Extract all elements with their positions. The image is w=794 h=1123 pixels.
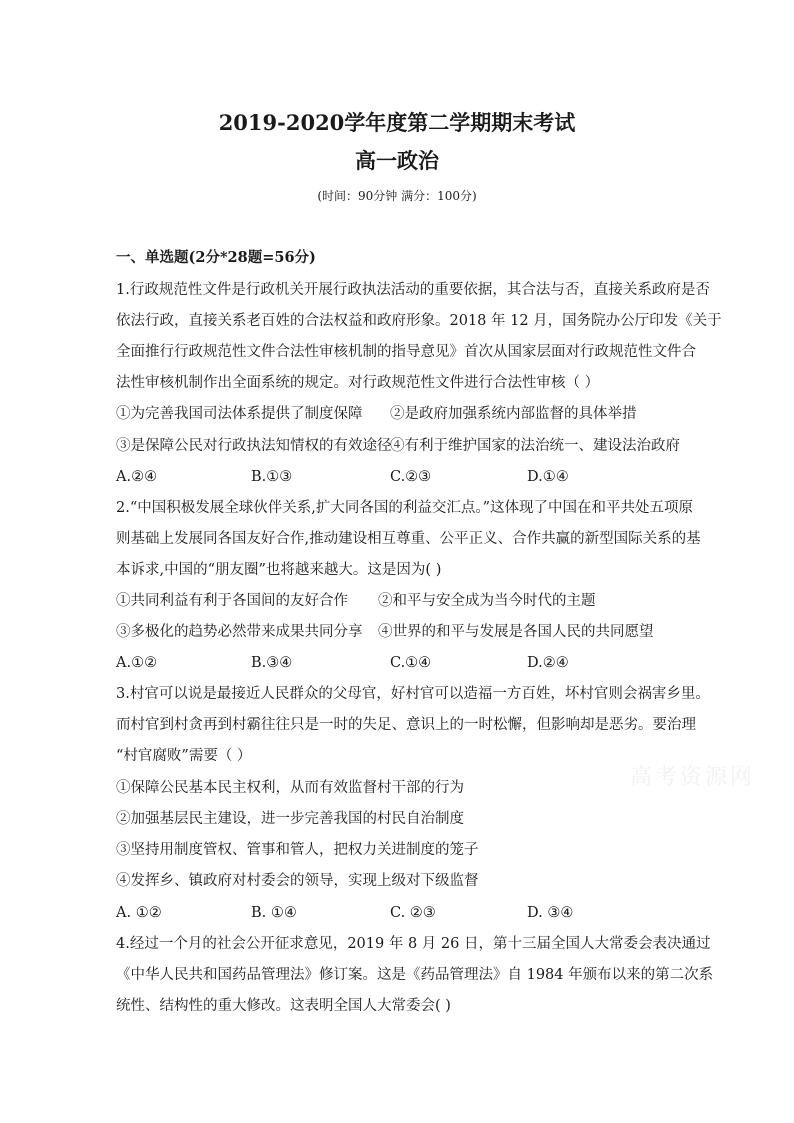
watermark: 高考资源网 bbox=[630, 765, 756, 790]
q1-stem-line: 1.行政规范性文件是行政机关开展行政执法活动的重要依据，其合法与否，直接关系政府是否 bbox=[116, 282, 710, 298]
exam-subject: 高一政治 bbox=[355, 148, 439, 173]
q2-statement-3: ③多极化的趋势必然带来成果共同分享 bbox=[116, 624, 363, 640]
q3-statement-3: ③坚持用制度管权、管事和管人，把权力关进制度的笼子 bbox=[116, 842, 479, 858]
q2-statement-1: ①共同利益有利于各国间的友好合作 bbox=[116, 593, 348, 609]
q3-choice-d: D. ③④ bbox=[527, 905, 574, 921]
q3-choice-b: B. ①④ bbox=[251, 905, 297, 921]
q3-stem-line: “村官腐败”需要（ ） bbox=[116, 748, 252, 764]
exam-title: 2019-2020学年度第二学期期末考试 bbox=[218, 110, 576, 135]
q1-stem-line: 法性审核机制作出全面系统的规定。对行政规范性文件进行合法性审核（ ） bbox=[116, 375, 600, 391]
q2-choice-a: A.①② bbox=[116, 655, 158, 671]
q1-choice-d: D.①④ bbox=[527, 469, 569, 485]
q1-choice-a: A.②④ bbox=[116, 469, 158, 485]
q2-stem-line: 2.“中国积极发展全球伙伴关系,扩大同各国的利益交汇点。”这体现了中国在和平共处五项原 bbox=[116, 500, 694, 516]
q3-stem-line: 3.村官可以说是最接近人民群众的父母官，好村官可以造福一方百姓，坏村官则会祸害乡里。 bbox=[116, 686, 710, 702]
q3-statement-1: ①保障公民基本民主权利，从而有效监督村干部的行为 bbox=[116, 780, 464, 796]
q3-choice-a: A. ①② bbox=[116, 905, 162, 921]
q2-stem-line: 则基础上发展同各国友好合作,推动建设相互尊重、公平正义、合作共赢的新型国际关系的基 bbox=[116, 531, 701, 547]
q3-statement-4: ④发挥乡、镇政府对村委会的领导，实现上级对下级监督 bbox=[116, 873, 479, 889]
q4-stem-line: 4.经过一个月的社会公开征求意见，2019 年 8 月 26 日，第十三届全国人大常委会表决通过 bbox=[116, 936, 711, 952]
exam-time-score: (时间：90分钟 满分：100分) bbox=[317, 189, 477, 203]
q1-statement-4: ④有利于维护国家的法治统一、建设法治政府 bbox=[390, 438, 680, 454]
q4-stem-line: 统性、结构性的重大修改。这表明全国人大常委会( ) bbox=[116, 998, 451, 1014]
q2-stem-line: 本诉求,中国的“朋友圈”也将越来越大。这是因为( ) bbox=[116, 562, 442, 578]
q1-choice-c: C.②③ bbox=[390, 469, 432, 485]
q3-stem-line: 而村官到村贪再到村霸往往只是一时的失足、意识上的一时松懈，但影响却是恶劣。要治理 bbox=[116, 717, 696, 733]
q1-stem-line: 依法行政，直接关系老百姓的合法权益和政府形象。2018 年 12 月，国务院办公厅印发《关于 bbox=[116, 313, 722, 329]
q2-statement-2: ②和平与安全成为当今时代的主题 bbox=[378, 593, 596, 609]
q1-statement-2: ②是政府加强系统内部监督的具体举措 bbox=[390, 406, 637, 422]
q1-stem-line: 全面推行行政规范性文件合法性审核机制的指导意见》首次从国家层面对行政规范性文件合 bbox=[116, 344, 696, 360]
q2-choice-b: B.③④ bbox=[251, 655, 293, 671]
section-heading: 一、单选题(2分*28题=56分) bbox=[116, 249, 316, 266]
q1-choice-b: B.①③ bbox=[251, 469, 293, 485]
q2-choice-d: D.②④ bbox=[527, 655, 569, 671]
q1-statement-1: ①为完善我国司法体系提供了制度保障 bbox=[116, 406, 363, 422]
q3-choice-c: C. ②③ bbox=[390, 905, 436, 921]
q2-choice-c: C.①④ bbox=[390, 655, 432, 671]
q1-statement-3: ③是保障公民对行政执法知情权的有效途径 bbox=[116, 438, 392, 454]
q2-statement-4: ④世界的和平与发展是各国人民的共同愿望 bbox=[378, 624, 654, 640]
q4-stem-line: 《中华人民共和国药品管理法》修订案。这是《药品管理法》自 1984 年颁布以来的第二次系 bbox=[116, 967, 714, 983]
q3-statement-2: ②加强基层民主建设，进一步完善我国的村民自治制度 bbox=[116, 811, 464, 827]
